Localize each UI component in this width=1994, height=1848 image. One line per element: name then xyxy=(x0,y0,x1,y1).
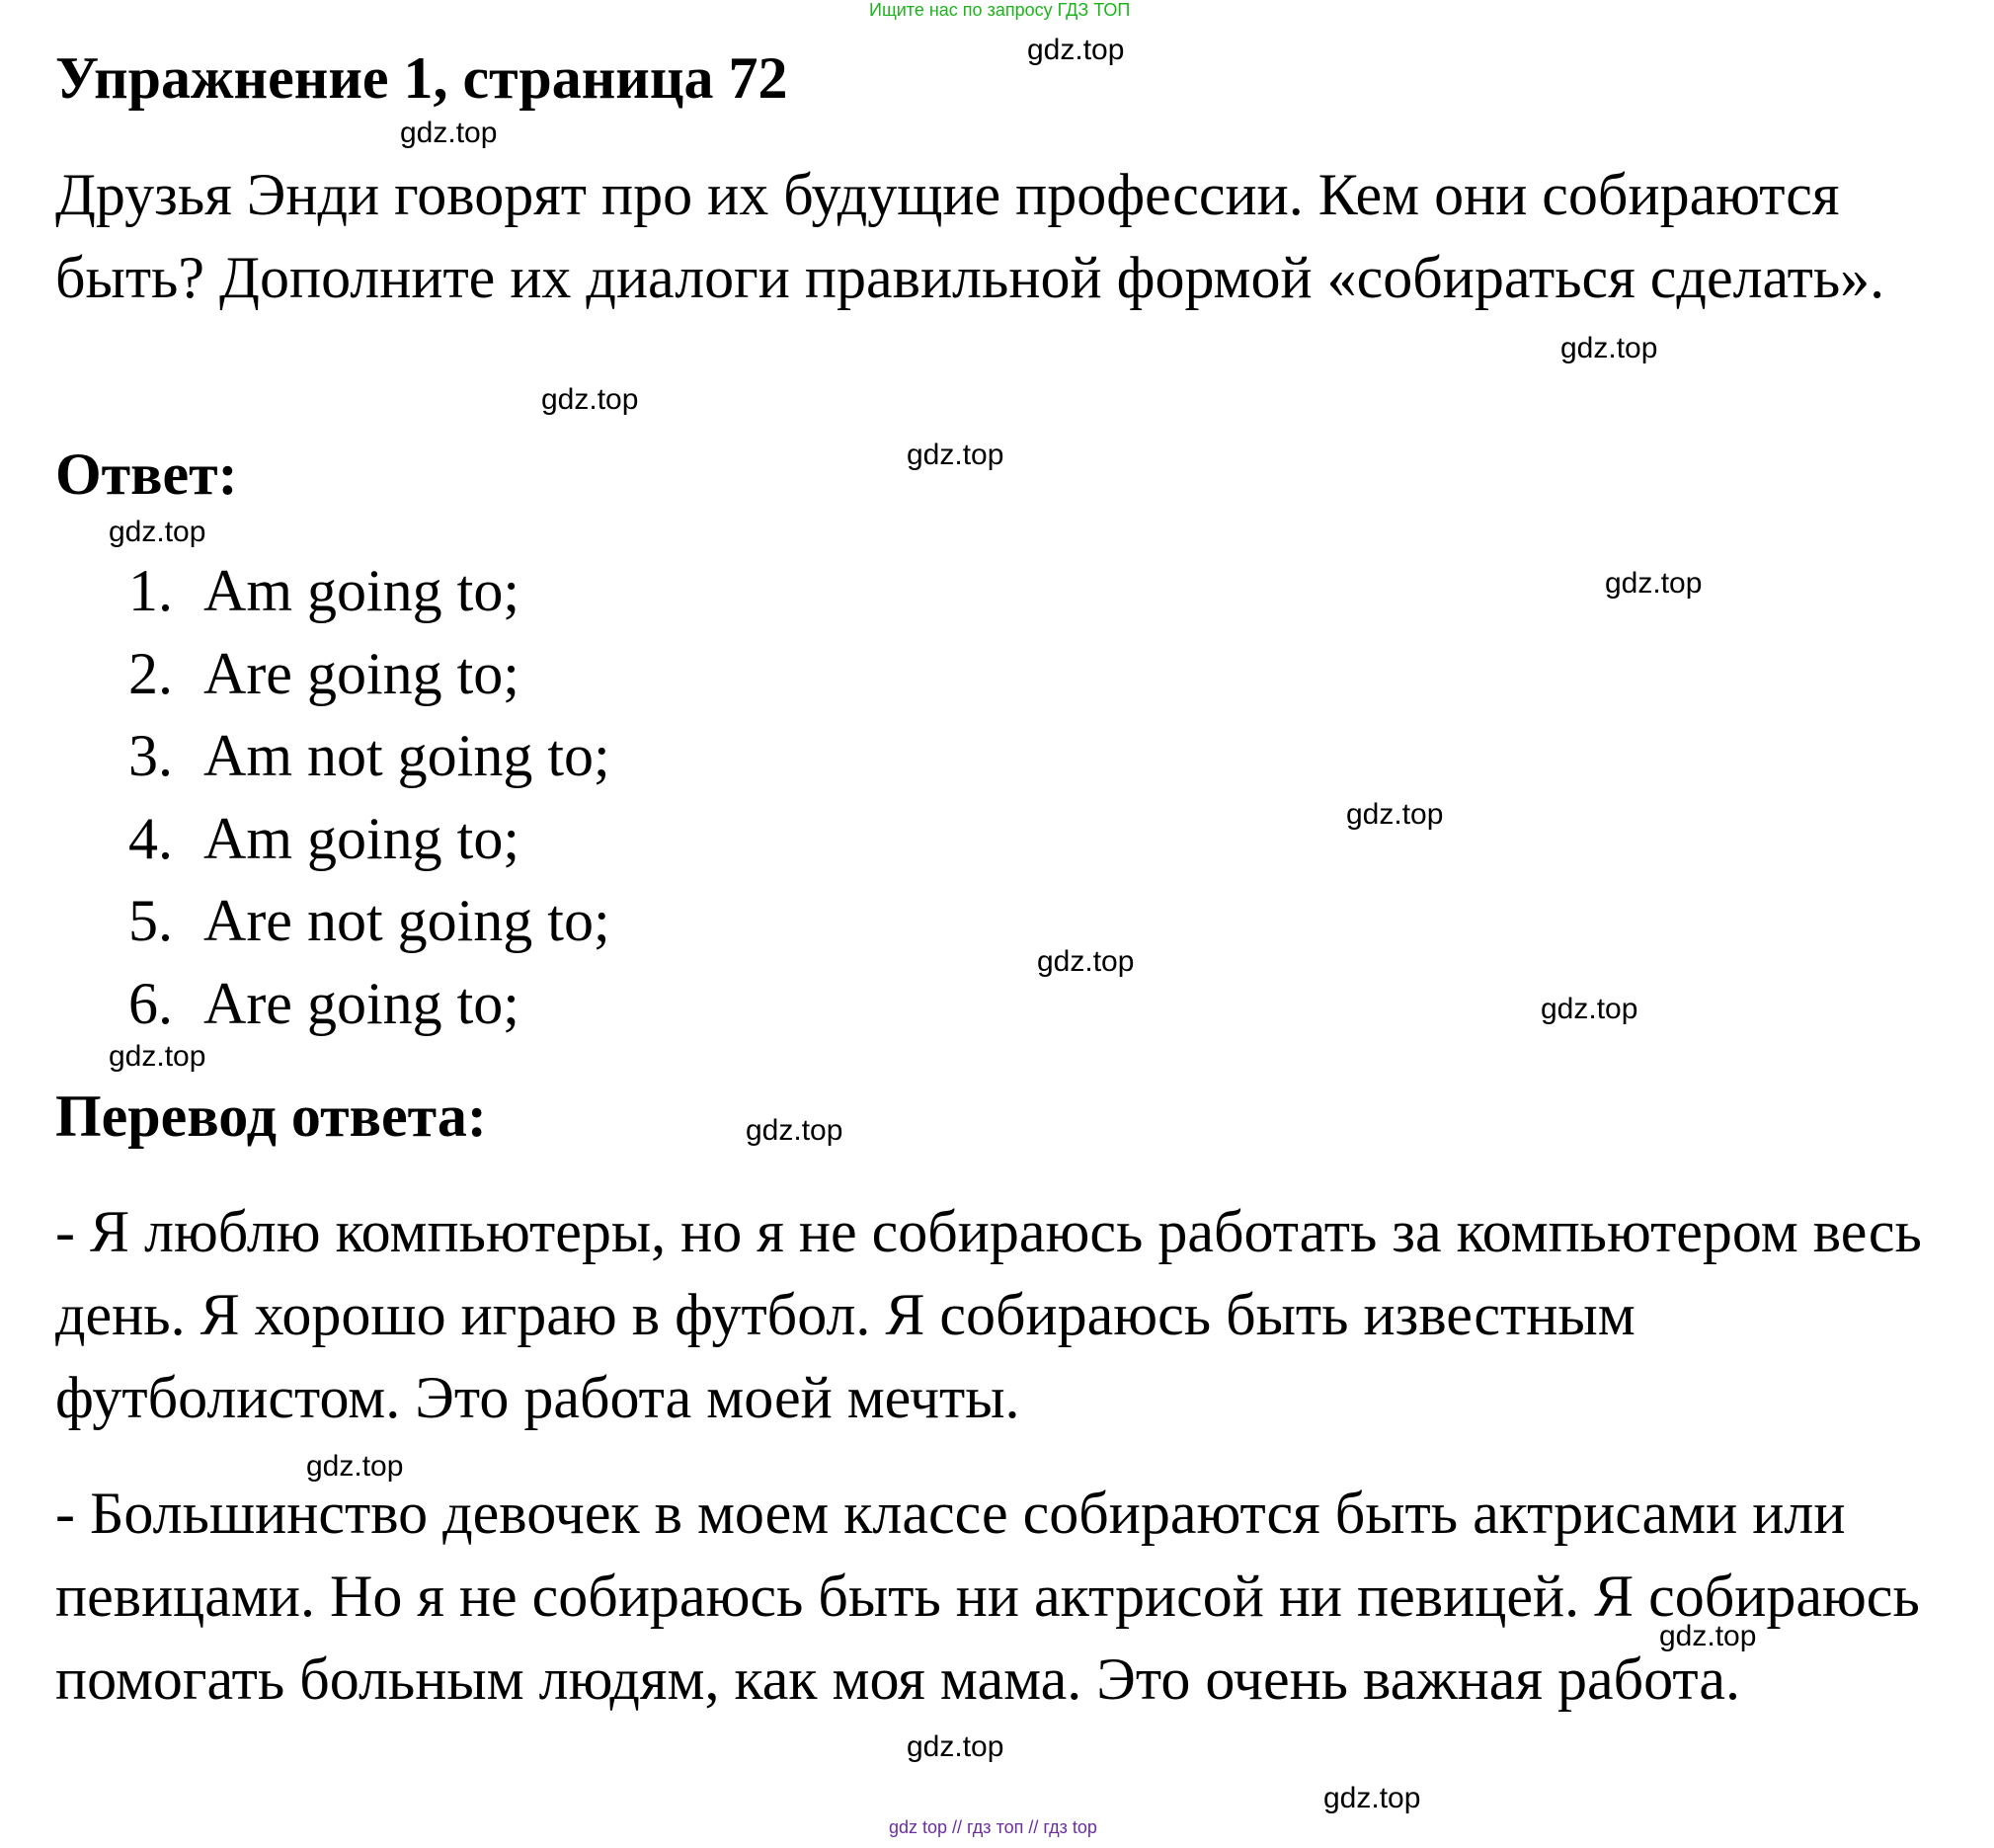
answer-item xyxy=(128,963,610,1046)
answer-number: 3. xyxy=(128,723,173,788)
answer-text: Am going to; xyxy=(203,558,520,623)
watermark: gdz.top xyxy=(541,383,639,416)
watermark: gdz.top xyxy=(746,1114,843,1147)
watermark: gdz.top xyxy=(400,117,498,149)
watermark: gdz.top xyxy=(1346,798,1444,831)
answer-number: 1. xyxy=(128,558,173,623)
page-title: Упражнение 1, страница 72 xyxy=(55,45,788,111)
watermark: gdz.top xyxy=(1560,332,1658,364)
watermark: gdz.top xyxy=(1323,1782,1421,1814)
answer-text: Are not going to; xyxy=(203,888,610,953)
watermark: gdz.top xyxy=(1027,34,1125,66)
watermark: gdz.top xyxy=(1541,993,1638,1025)
translation-heading: Перевод ответа: xyxy=(55,1084,487,1149)
answer-text: Are going to; xyxy=(203,640,519,706)
watermark: gdz.top xyxy=(907,439,1004,471)
translation-paragraph-2: - Большинство девочек в моем классе собираются быть актрисами или певицами. Но я не собираюсь быть ни актрисой ни певицей. Я собираюсь помогать больным людям, как моя мама. Это очень важная работа. xyxy=(55,1481,1920,1712)
answer-text: Are going to; xyxy=(203,970,519,1036)
answer-number: 4. xyxy=(128,805,173,871)
watermark: gdz.top xyxy=(306,1450,404,1483)
watermark: gdz.top xyxy=(109,1040,206,1073)
answer-text: Am not going to; xyxy=(203,723,610,788)
task-text: Друзья Энди говорят про их будущие профессии. Кем они собираются быть? Дополните их диалоги правильной формой «собираться сделать». xyxy=(55,162,1885,310)
answer-number: 2. xyxy=(128,640,173,706)
watermark: gdz.top xyxy=(1659,1620,1757,1652)
header-search-note: Ищите нас по запросу ГДЗ ТОП xyxy=(869,0,1131,20)
watermark: gdz.top xyxy=(907,1730,1004,1763)
answer-item xyxy=(128,798,610,881)
answer-item xyxy=(128,715,610,798)
answer-number: 6. xyxy=(128,970,173,1036)
watermark: gdz.top xyxy=(1037,945,1135,978)
translation-paragraph-1: - Я люблю компьютеры, но я не собираюсь работать за компьютером весь день. Я хорошо играю в футбол. Я собираюсь быть известным футболистом. Это работа моей мечты. xyxy=(55,1199,1922,1430)
answer-item xyxy=(128,880,610,963)
watermark: gdz.top xyxy=(1605,567,1703,600)
footer-note: gdz top // гдз топ // гдз top xyxy=(889,1817,1097,1837)
answer-text: Am going to; xyxy=(203,805,520,871)
answer-list xyxy=(128,550,610,1045)
answer-item xyxy=(128,550,610,633)
watermark: gdz.top xyxy=(109,516,206,548)
answer-number: 5. xyxy=(128,888,173,953)
answer-heading: Ответ: xyxy=(55,442,238,507)
answer-item xyxy=(128,633,610,716)
